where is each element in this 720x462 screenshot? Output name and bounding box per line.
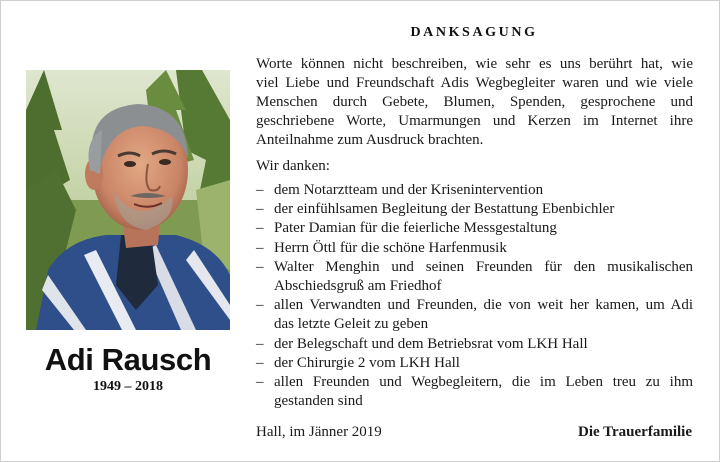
list-item: [256, 200, 693, 219]
list-item-text: das letzte Geleit zu geben: [274, 316, 429, 333]
dash-bullet: –: [256, 201, 264, 218]
thanks-list: [256, 181, 693, 411]
list-item-text: Herrn Öttl für die schöne Harfenmusik: [274, 239, 507, 256]
portrait-photo: [26, 70, 230, 330]
dash-bullet: –: [256, 220, 264, 237]
signature: Die Trauerfamilie: [578, 424, 692, 440]
intro-line: Worte können nicht beschreiben, wie sehr es uns berührt hat, wie: [256, 56, 693, 72]
dash-bullet: –: [256, 297, 264, 314]
list-item-text: allen Freunden und Wegbegleitern, die im Leben treu zu ihm: [274, 374, 693, 391]
deceased-name: Adi Rausch: [44, 342, 212, 377]
portrait-illustration: [26, 70, 230, 330]
list-item: [256, 258, 693, 296]
dash-bullet: –: [256, 258, 264, 275]
list-item-text: Walter Menghin und seinen Freunden für den musikalischen: [274, 258, 693, 275]
list-item-text: der Belegschaft und dem Betriebsrat vom LKH Hall: [274, 335, 588, 352]
list-item-text: der Chirurgie 2 vom LKH Hall: [274, 354, 460, 371]
life-years: 1949 – 2018: [93, 379, 163, 394]
list-item: [256, 219, 693, 238]
thanks-label: Wir danken:: [256, 158, 330, 174]
dash-bullet: –: [256, 239, 264, 256]
intro-line: Anteilnahme zum Ausdruck brachten.: [256, 132, 484, 148]
dash-bullet: –: [256, 374, 264, 391]
list-item: [256, 239, 693, 258]
intro-line: Menschen durch Gebete, Blumen, Spenden, gesprochene und: [256, 94, 693, 110]
list-item-text: Pater Damian für die feierliche Messgestaltung: [274, 220, 557, 237]
dash-bullet: –: [256, 354, 264, 371]
dash-bullet: –: [256, 335, 264, 352]
list-item: [256, 335, 693, 354]
list-item-text: Abschiedsgruß am Friedhof: [274, 278, 442, 295]
list-item: [256, 354, 693, 373]
list-item: [256, 181, 693, 200]
list-item-text: dem Notarztteam und der Krisenintervention: [274, 182, 544, 198]
intro-line: geschriebene Worte, Umarmungen und Kerzen im Internet ihre: [256, 113, 693, 129]
place-date: Hall, im Jänner 2019: [256, 424, 382, 440]
list-item-text: gestanden sind: [274, 393, 363, 410]
list-item-text: allen Verwandten und Freunden, die von weit her kamen, um Adi: [274, 297, 693, 314]
list-item: [256, 296, 693, 334]
page-title: DANKSAGUNG: [410, 25, 538, 40]
intro-line: viel Liebe und Freundschaft Adis Wegbegleiter waren und wie viele: [256, 75, 693, 91]
list-item: [256, 373, 693, 411]
dash-bullet: –: [256, 182, 264, 198]
intro-paragraph: [256, 55, 693, 150]
list-item-text: der einfühlsamen Begleitung der Bestattung Ebenbichler: [274, 201, 615, 218]
